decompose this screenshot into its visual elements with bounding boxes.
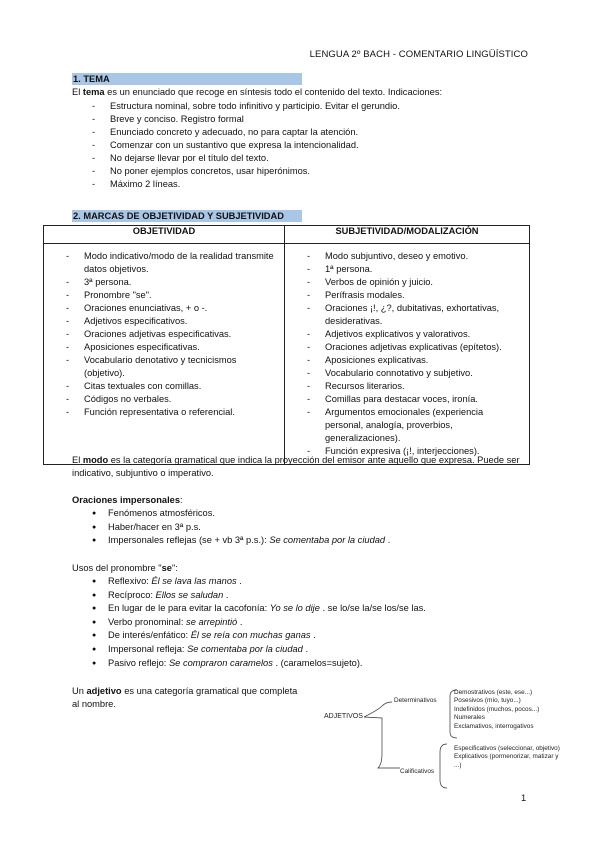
impersonales-title (72, 494, 183, 507)
list-item: - Aposiciones especificativas. (66, 341, 274, 354)
item-after: . (225, 589, 229, 600)
adjetivo-rest: es una categoría gramatical que completa (121, 686, 298, 696)
item-text: Haber/hacer en 3ª p.s. (108, 521, 201, 532)
objetividad-subjetividad-table (43, 225, 530, 465)
list-item: - Oraciones adjetivas explicativas (epítetos). (307, 341, 523, 354)
item-example: se arrepintió (186, 616, 238, 627)
list-item: - Máximo 2 líneas. (92, 178, 512, 191)
list-item (90, 616, 426, 630)
modo-paragraph-line1 (72, 454, 520, 467)
list-item: - Oraciones enunciativas, + o -. (66, 302, 274, 315)
list-item: Explicativos (pormenorizar, matizar y ...) (454, 753, 559, 769)
col-header-objetividad: OBJETIVIDAD (44, 226, 285, 244)
list-item: - Perífrasis modales. (307, 289, 523, 302)
list-item: - Citas textuales con comillas. (66, 380, 274, 393)
item-example: Se compraron caramelos (168, 657, 273, 668)
adjetivo-prefix: Un (72, 686, 87, 696)
list-item (90, 657, 426, 671)
list-item: Indefinidos (muchos, pocos...) (454, 705, 540, 713)
modo-rest: es la categoría gramatical que indica la proyección del emisor ante aquello que expresa. Puede ser (108, 455, 520, 465)
item-after: . (239, 616, 243, 627)
list-item (90, 602, 426, 616)
item-text: Recíproco: (108, 589, 156, 600)
list-item: - Vocabulario denotativo y tecnicismos (objetivo). (66, 354, 274, 380)
list-item: - Verbos de opinión y juicio. (307, 276, 523, 289)
list-item (90, 507, 390, 521)
list-item (90, 534, 390, 548)
col-header-subjetividad: SUBJETIVIDAD/MODALIZACIÓN (285, 226, 530, 244)
determinativos-list (454, 689, 539, 731)
subjetividad-list (307, 250, 523, 458)
tema-indicaciones-list (92, 100, 512, 191)
item-after: . se lo/se la/se los/se las. (322, 603, 426, 614)
item-text: Reflexivo: (108, 576, 152, 586)
list-item: Especificativos (seleccionar, objetivo) (454, 745, 560, 752)
list-item: Exclamativos, interrogativos (454, 722, 534, 730)
diagram-branch-calificativos: Calificativos (400, 768, 435, 775)
item-text: Verbo pronominal: (108, 616, 187, 627)
item-example: Ellos se saludan (155, 589, 224, 600)
list-item (90, 521, 390, 535)
adjetivos-diagram (320, 684, 570, 794)
item-text: Fenómenos atmosféricos. (108, 508, 215, 518)
list-item: - Enunciado concreto y adecuado, no para captar la atención. (92, 126, 512, 139)
list-item: - Comillas para destacar voces, ironía. (307, 393, 523, 406)
item-example: Él se reía con muchas ganas (190, 630, 311, 641)
list-item: Posesivos (mío, tuyo...) (454, 697, 521, 705)
list-item: - Vocabulario connotativo y subjetivo. (307, 367, 523, 380)
page-header: LENGUA 2º BACH - COMENTARIO LINGÜÍSTICO (309, 49, 528, 60)
intro-bold: tema (82, 87, 105, 97)
list-item: - Pronombre "se". (66, 289, 274, 302)
usos-se-suffix: ": (171, 563, 178, 573)
diagram-root: ADJETIVOS (324, 713, 363, 720)
usos-se-bold: se (161, 563, 172, 573)
list-item (90, 629, 426, 643)
list-item: - Adjetivos especificativos. (66, 315, 274, 328)
connector-calificativos (364, 717, 400, 768)
item-after: . (239, 576, 242, 586)
item-after: . (305, 643, 309, 654)
item-text: De interés/enfático: (108, 630, 191, 641)
list-item: - Breve y conciso. Registro formal (92, 113, 512, 126)
usos-se-prefix: Usos del pronombre " (72, 563, 162, 573)
adjetivo-paragraph-line1 (72, 685, 297, 698)
item-after: . (387, 535, 391, 546)
item-example: Se comentaba por la ciudad (187, 643, 303, 654)
list-item (90, 589, 426, 603)
list-item: - Comenzar con un sustantivo que expresa la intencionalidad. (92, 139, 512, 152)
objetividad-list (66, 250, 278, 419)
impersonales-list (90, 507, 390, 548)
list-item: Numerales (454, 714, 485, 722)
list-item: - Modo subjuntivo, deseo y emotivo. (307, 250, 523, 263)
modo-prefix: El (72, 455, 83, 465)
section1-title: 1. TEMA (72, 73, 302, 85)
usos-se-list (90, 575, 426, 670)
adjetivo-bold: adjetivo (86, 686, 122, 696)
list-item: - Argumentos emocionales (experiencia personal, analogía, proverbios, generalizaciones). (307, 406, 523, 445)
intro-prefix: El (72, 87, 83, 97)
list-item (90, 643, 426, 657)
brace-calificativos (440, 744, 447, 788)
section1-intro (72, 86, 442, 99)
list-item: - Códigos no verbales. (66, 393, 274, 406)
list-item: - 1ª persona. (307, 263, 523, 276)
subjetividad-cell (285, 244, 530, 465)
item-text: Impersonal refleja: (108, 643, 188, 654)
item-example: Yo se lo dije (269, 603, 320, 614)
list-item: - Aposiciones explicativas. (307, 354, 523, 367)
list-item: Demostrativos (este, ese...) (454, 689, 533, 696)
list-item (90, 575, 426, 589)
page-number: 1 (521, 793, 527, 803)
list-item: - Oraciones adjetivas especificativas. (66, 328, 274, 341)
list-item: - Modo indicativo/modo de la realidad transmite datos objetivos. (66, 250, 274, 276)
list-item: - Función representativa o referencial. (66, 406, 274, 419)
diagram-branch-determinativos: Determinativos (394, 697, 437, 704)
item-example: Se comentaba por la ciudad (269, 535, 386, 546)
modo-paragraph-line2: indicativo, subjuntivo o imperativo. (72, 468, 214, 478)
list-item: - Adjetivos explicativos y valorativos. (307, 328, 523, 341)
item-after: . (313, 630, 316, 641)
objetividad-cell (44, 244, 285, 465)
section2-title: 2. MARCAS DE OBJETIVIDAD Y SUBJETIVIDAD (72, 210, 302, 222)
usos-se-title (72, 562, 178, 575)
list-item: - Estructura nominal, sobre todo infinitivo y participio. Evitar el gerundio. (92, 100, 512, 113)
list-item: - No poner ejemplos concretos, usar hiperónimos. (92, 165, 512, 178)
connector-determinativos (364, 702, 392, 717)
list-item: - 3ª persona. (66, 276, 274, 289)
list-item: - Función expresiva (¡!, interjecciones). (307, 445, 523, 458)
item-text: Pasivo reflejo: (108, 657, 169, 668)
impersonales-title-text: Oraciones impersonales (72, 495, 180, 505)
calificativos-list (454, 745, 566, 770)
list-item: - Oraciones ¡!, ¿?, dubitativas, exhortativas, desiderativas. (307, 302, 523, 328)
item-after: . (caramelos=sujeto). (275, 657, 363, 668)
item-text: En lugar de le para evitar la cacofonía: (108, 603, 270, 614)
intro-rest: es un enunciado que recoge en síntesis todo el contenido del texto. Indicaciones: (104, 87, 443, 97)
modo-bold: modo (82, 455, 109, 465)
list-item: - No dejarse llevar por el título del texto. (92, 152, 512, 165)
item-example: Él se lava las manos (151, 576, 237, 586)
list-item: - Recursos literarios. (307, 380, 523, 393)
impersonales-colon: : (180, 495, 183, 505)
item-text: Impersonales reflejas (se + vb 3ª p.s.): (108, 535, 270, 546)
adjetivo-paragraph-line2: al nombre. (72, 699, 116, 709)
